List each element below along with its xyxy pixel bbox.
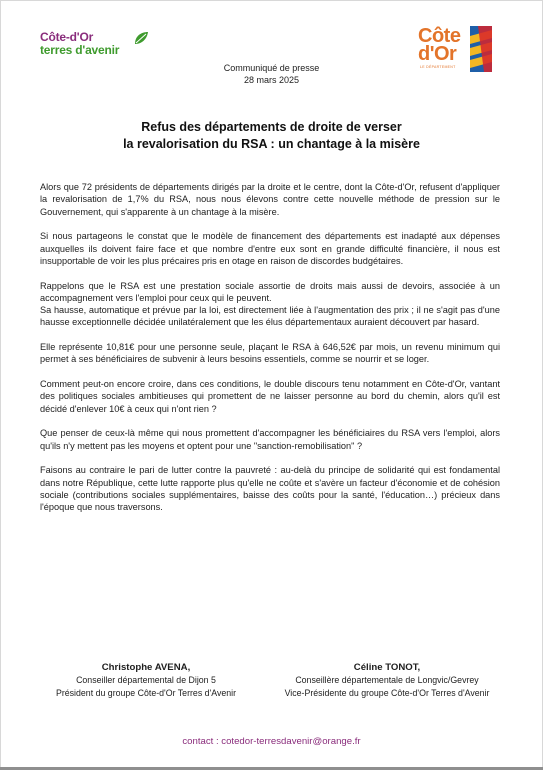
signatory-name: Céline TONOT, [353, 662, 421, 673]
logo-right-line1: Côte [418, 25, 461, 47]
signatory-role: Président du groupe Côte-d'Or Terres d'Avenir [55, 687, 237, 698]
logo-right-small: LE DÉPARTEMENT [420, 65, 456, 69]
title-line-1: Refus des départements de droite de verser [141, 120, 402, 134]
signature-avena [30, 662, 262, 699]
leaf-icon [133, 30, 149, 46]
paragraph-5: Comment peut-on encore croire, dans ces conditions, le double discours tenu notamment en Côte-d'Or, vantant des politiques sociales ambitieuses qui promettent de ne laisser personne au bord du chemin, alors qu'il est décidé d'enlever 10€ à ceux qui n'ont rien ? [40, 379, 500, 414]
terres-davenir-logo [40, 30, 150, 60]
logo-right-line2: d'Or [418, 43, 457, 65]
signatory-name: Christophe AVENA, [101, 662, 191, 673]
paragraph-1: Alors que 72 présidents de départements dirigés par la droite et le centre, dont la Côte-d'Or, refusent d'appliquer la revalorisation de 1,7% du RSA, nous nous élevons contre cette nouvelle méthode de pression sur le Gouvernement, qui s'apparente à un chantage à la misère. [40, 182, 500, 217]
press-release-date: 28 mars 2025 [243, 75, 300, 85]
paragraph-3: Rappelons que le RSA est une prestation sociale assortie de droits mais aussi de devoirs, associée à un accompagnement vers l'emploi pour ceux qui le peuvent. Sa hausse, automatique et prévue par la loi, est directement liée à l'augmentation des prix ; il ne s'agit pas d'une hausse exceptionnelle décidée unilatéralement que les élus départementaux auraient découvert par hasard. [40, 280, 500, 328]
title-line-2: la revalorisation du RSA : un chantage à la misère [123, 137, 420, 151]
contact-email[interactable]: contact : cotedor-terresdavenir@orange.fr [182, 736, 361, 747]
press-release-label: Communiqué de presse [223, 63, 320, 73]
signatory-role: Conseiller départemental de Dijon 5 [76, 675, 216, 686]
paragraph-2: Si nous partageons le constat que le modèle de financement des départements est inadapté aux dépenses auxquelles ils doivent faire face et que nombre d'entre eux sont en grande difficulté financière, il nous est insupportable de voir les plus précaires pris en otage en raison de discordes budgétaires. [40, 231, 500, 266]
signatory-role: Conseillère départementale de Longvic/Gevrey [295, 675, 479, 686]
signature-tonot [262, 662, 512, 699]
press-release-body [40, 181, 500, 526]
logo-left-line2: terres d'avenir [40, 43, 120, 57]
logo-left-line1: Côte-d'Or [40, 30, 94, 44]
paragraph-6: Que penser de ceux-là même qui nous promettent d'accompagner les bénéficiaires du RSA vers l'emploi, alors qu'ils n'y mettent pas les moyens et optent pour une "sanction-remobilisation" ? [40, 428, 500, 451]
paragraph-4: Elle représente 10,81€ pour une personne seule, plaçant le RSA à 646,52€ par mois, un revenu minimum qui permet à ses bénéficiaires de subvenir à leurs besoins essentiels, comme se nourrir et se loger. [40, 342, 500, 365]
signatory-role: Vice-Présidente du groupe Côte-d'Or Terres d'Avenir [284, 687, 490, 698]
paragraph-7: Faisons au contraire le pari de lutter contre la pauvreté : au-delà du principe de solidarité qui est fondamental dans notre République, cette lutte rapporte plus qu'elle ne coûte et s'avère un facteur d'économie et de cohésion sociale (contributions sociales supplémentaires, baisse des coûts pour la santé, l'éducation…) précieux dans l'époque que nous traversons. [40, 465, 500, 513]
